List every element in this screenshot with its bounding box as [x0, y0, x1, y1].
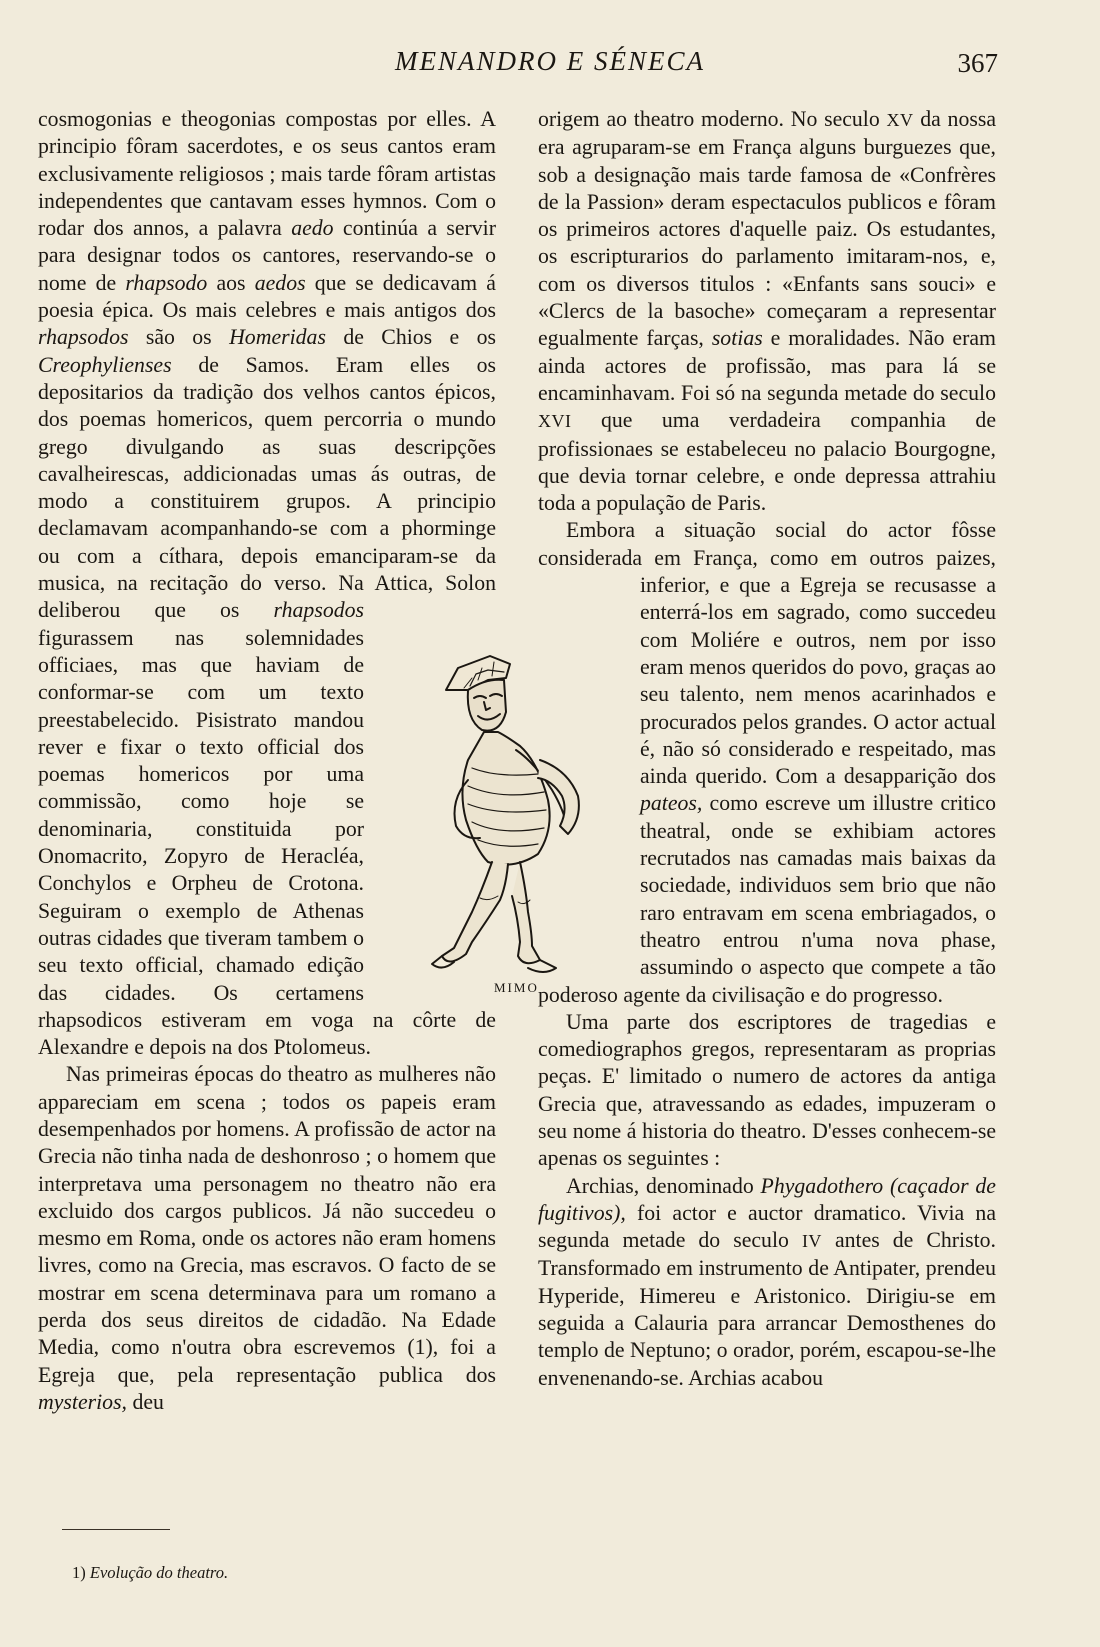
right-paragraph-2: Embora a situação social do actor fôsse considerada em França, como em outros paizes, inferior, e que a Egreja se recusasse a enterrá-los em sagrado, como succedeu com Moliére e outros, nem por isso eram menos queridos do povo, graças ao seu talento, nem menos acarinhados e procurados pelos grandes. O actor actual é, não só considerado e respeitado, mas ainda querido. Com a desapparição dos pateos, como escreve um illustre critico theatral, onde se exhibiam actores recrutados nas camadas mais baixas da sociedade, individuos sem brio que não raro entravam em scena embriagados, o theatro entrou n'uma nova phase, assumindo o aspecto que compete a tão poderoso agente da civilisação e do progresso. [538, 518, 996, 1007]
mime-illustration [428, 650, 608, 990]
footnote-text: Evolução do theatro. [89, 1563, 229, 1582]
page-header [0, 46, 1100, 86]
running-title: MENANDRO E SÉNECA [395, 46, 705, 76]
footnote [72, 1563, 228, 1583]
footnote-number: 1) [72, 1563, 86, 1582]
page-number: 367 [957, 48, 998, 78]
footnote-rule [62, 1529, 170, 1530]
left-paragraph-1: cosmogonias e theogonias compostas por elles. A principio fôram sacerdotes, e os seus cantos eram exclusivamente religiosos ; mais tarde fôram artistas independentes que cantavam esses hymnos. Com o rodar dos annos, a palavra aedo continúa a servir para designar todos os cantores, reservando-se o nome de rhapsodo aos aedos que se dedicavam á poesia épica. Os mais celebres e mais antigos dos rhapsodos são os Homeridas de Chios e os Creophylienses de Samos. Eram elles os depositarios da tradição dos velhos cantos épicos, dos poemas homericos, quem percorria o mundo grego divulgando as suas descripções cavalheirescas, addicionadas umas ás outras, de modo a constituirem grupos. A principio declamavam acompanhando-se com a phorminge ou com a cíthara, depois emanciparam-se da musica, na recitação do verso. Na Attica, Solon deliberou que os rhapsodos figurassem nas solemnidades officiaes, mas que haviam de conformar-se com um texto preestabelecido. Pisistrato mandou rever e fixar o texto official dos poemas homericos por uma commissão, como hoje se denominaria, constituida por Onomacrito, Zopyro de Heracléa, Conchylos e Orpheu de Crotona. Seguiram o exemplo de Athenas outras cidades que tiveram tambem o seu texto official, chamado edição das cidades. Os certamens rhapsodicos estiveram em voga na côrte de Alexandre e depois na dos Ptolomeus. [38, 107, 496, 1060]
right-paragraph-3: Uma parte dos escriptores de tragedias e comediographos gregos, representaram as proprias peças. E' limitado o numero de actores da antiga Grecia que, atravessando as edades, impuzeram o seu nome á historia do theatro. D'esses conhecem-se apenas os seguintes : [538, 1009, 996, 1171]
figure-caption: MIMO [494, 980, 539, 995]
right-paragraph-4: Archias, denominado Phygadothero (caçador de fugitivos), foi actor e auctor dramatico. Vivia na segunda metade do seculo IV antes de Christo. Transformado em instrumento de Antipater, prendeu Hyperide, Himereu e Aristonico. Dirigiu-se em seguida a Calauria para arrancar Demosthenes do templo de Neptuno; o orador, porém, escapou-se-lhe envenenando-se. Archias acabou [538, 1173, 997, 1390]
right-paragraph-1: origem ao theatro moderno. No seculo XV da nossa era agruparam-se em França alguns burguezes que, sob a designação mais tarde famosa de «Confrères de la Passion» deram espectaculos publicos e fôram os primeiros actores d'aquelle paiz. Os estudantes, os escripturarios do parlamento imitaram-nos, e, com os diversos titulos : «Enfants sans souci» e «Clercs de la basoche» começaram a representar egualmente farças, sotias e moralidades. Não eram ainda actores de profissão, mas para lá se encaminhavam. Foi só na segunda metade do seculo XVI que uma verdadeira companhia de profissionaes se estabeleceu no palacio Bourgogne, que devia tornar celebre, e onde depressa attrahiu toda a população de Paris. [538, 107, 996, 516]
left-paragraph-2: Nas primeiras épocas do theatro as mulheres não appareciam em scena ; todos os papeis eram desempenhados por homens. A profissão de actor na Grecia não tinha nada de deshonroso ; o homem que interpretava uma personagem no theatro não era excluido dos cargos publicos. Já não succedeu o mesmo em Roma, onde os actores não eram homens livres, como na Grecia, mas escravos. O facto de se mostrar em scena determinava para um romano a perda dos seus direitos de cidadão. Na Edade Media, como n'outra obra escrevemos (1), foi a Egreja que, pela representação publica dos mysterios, deu [38, 1062, 496, 1414]
mime-actor-icon [428, 650, 608, 980]
